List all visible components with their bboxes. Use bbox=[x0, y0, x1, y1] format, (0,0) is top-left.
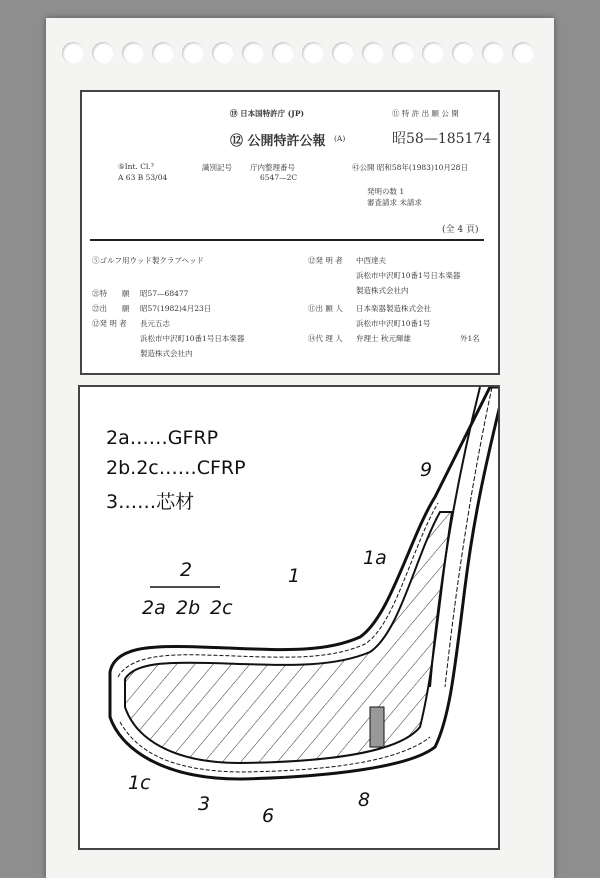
binder-hole bbox=[362, 42, 384, 64]
gazette-title: ⑫ 公開特許公報 bbox=[230, 134, 326, 149]
ref-2b: 2b bbox=[176, 597, 201, 619]
office: ⑲ 日本国特許庁 (JP) bbox=[230, 109, 305, 118]
ref-6: 6 bbox=[262, 805, 275, 827]
inventor1-label: ⑫発 明 者 bbox=[92, 319, 127, 328]
filed-date: 昭57(1982)4月23日 bbox=[140, 304, 212, 313]
inventor2-address2: 製造株式会社内 bbox=[356, 286, 409, 295]
drawing-box bbox=[78, 385, 500, 850]
binder-hole bbox=[212, 42, 234, 64]
legend-core: 3……芯材 bbox=[106, 491, 195, 513]
pub-type: ⑪ 特 許 出 願 公 開 bbox=[392, 109, 459, 118]
applicant-address: 浜松市中沢町10番1号 bbox=[356, 319, 431, 328]
inventor2: 中西達夫 bbox=[356, 256, 386, 265]
binder-hole bbox=[272, 42, 294, 64]
binder-hole bbox=[302, 42, 324, 64]
binder-hole bbox=[482, 42, 504, 64]
ref-1c: 1c bbox=[128, 772, 151, 794]
ref-1a: 1a bbox=[363, 547, 387, 569]
ref-2: 2 bbox=[180, 559, 193, 581]
inventor1: 長元五志 bbox=[140, 319, 170, 328]
intcl-value: A 63 B 53/04 bbox=[118, 173, 168, 182]
inventions-count: 発明の数 1 bbox=[367, 187, 405, 196]
patent-header-box bbox=[80, 90, 500, 375]
binder-hole bbox=[92, 42, 114, 64]
binder-hole bbox=[392, 42, 414, 64]
binder-hole bbox=[242, 42, 264, 64]
legend-gfrp: 2a……GFRP bbox=[106, 427, 219, 449]
binder-hole bbox=[332, 42, 354, 64]
intcl-label: ⑤Int. Cl.³ bbox=[118, 162, 154, 171]
filed-label: ㉒出 願 bbox=[92, 304, 130, 313]
ref-2a: 2a bbox=[142, 597, 166, 619]
inventor2-address: 浜松市中沢町10番1号日本楽器 bbox=[356, 271, 461, 280]
agent-label: ⑭代 理 人 bbox=[308, 334, 343, 343]
exam-request: 審査請求 未請求 bbox=[367, 198, 422, 207]
publication-date: ㊸公開 昭和58年(1983)10月28日 bbox=[352, 163, 468, 172]
app-no-label: ㉑特 願 bbox=[92, 289, 130, 298]
legend-cfrp: 2b.2c……CFRP bbox=[106, 457, 246, 479]
app-no: 昭57—68477 bbox=[140, 289, 189, 298]
ref-8: 8 bbox=[358, 789, 371, 811]
divider bbox=[90, 239, 484, 241]
kind: (A) bbox=[334, 134, 346, 143]
binder-hole bbox=[452, 42, 474, 64]
inventor1-address2: 製造株式会社内 bbox=[140, 349, 193, 358]
invention-title: ⑤ゴルフ用ウッド製クラブヘッド bbox=[92, 256, 205, 265]
id-label: 識別記号 bbox=[202, 163, 232, 172]
binder-hole bbox=[182, 42, 204, 64]
agent-extra: 外1名 bbox=[460, 334, 480, 343]
agent: 弁理士 秋元輝雄 bbox=[356, 334, 411, 343]
binder-hole bbox=[512, 42, 534, 64]
page-count: (全 4 頁) bbox=[442, 225, 479, 235]
binder-hole bbox=[62, 42, 84, 64]
ref-2c: 2c bbox=[210, 597, 233, 619]
binder-hole bbox=[122, 42, 144, 64]
binder-hole bbox=[152, 42, 174, 64]
office-no-label: 庁内整理番号 bbox=[250, 163, 295, 172]
binder-hole bbox=[422, 42, 444, 64]
ref-1: 1 bbox=[288, 565, 301, 587]
inventor2-label: ⑫発 明 者 bbox=[308, 256, 343, 265]
inventor1-address: 浜松市中沢町10番1号日本楽器 bbox=[140, 334, 245, 343]
applicant-label: ⑪出 願 人 bbox=[308, 304, 343, 313]
ref-9: 9 bbox=[420, 459, 433, 481]
ref-3: 3 bbox=[198, 793, 211, 815]
applicant: 日本楽器製造株式会社 bbox=[356, 304, 431, 313]
office-no: 6547—2C bbox=[260, 173, 298, 182]
publication-number: 昭58—185174 bbox=[392, 131, 492, 147]
